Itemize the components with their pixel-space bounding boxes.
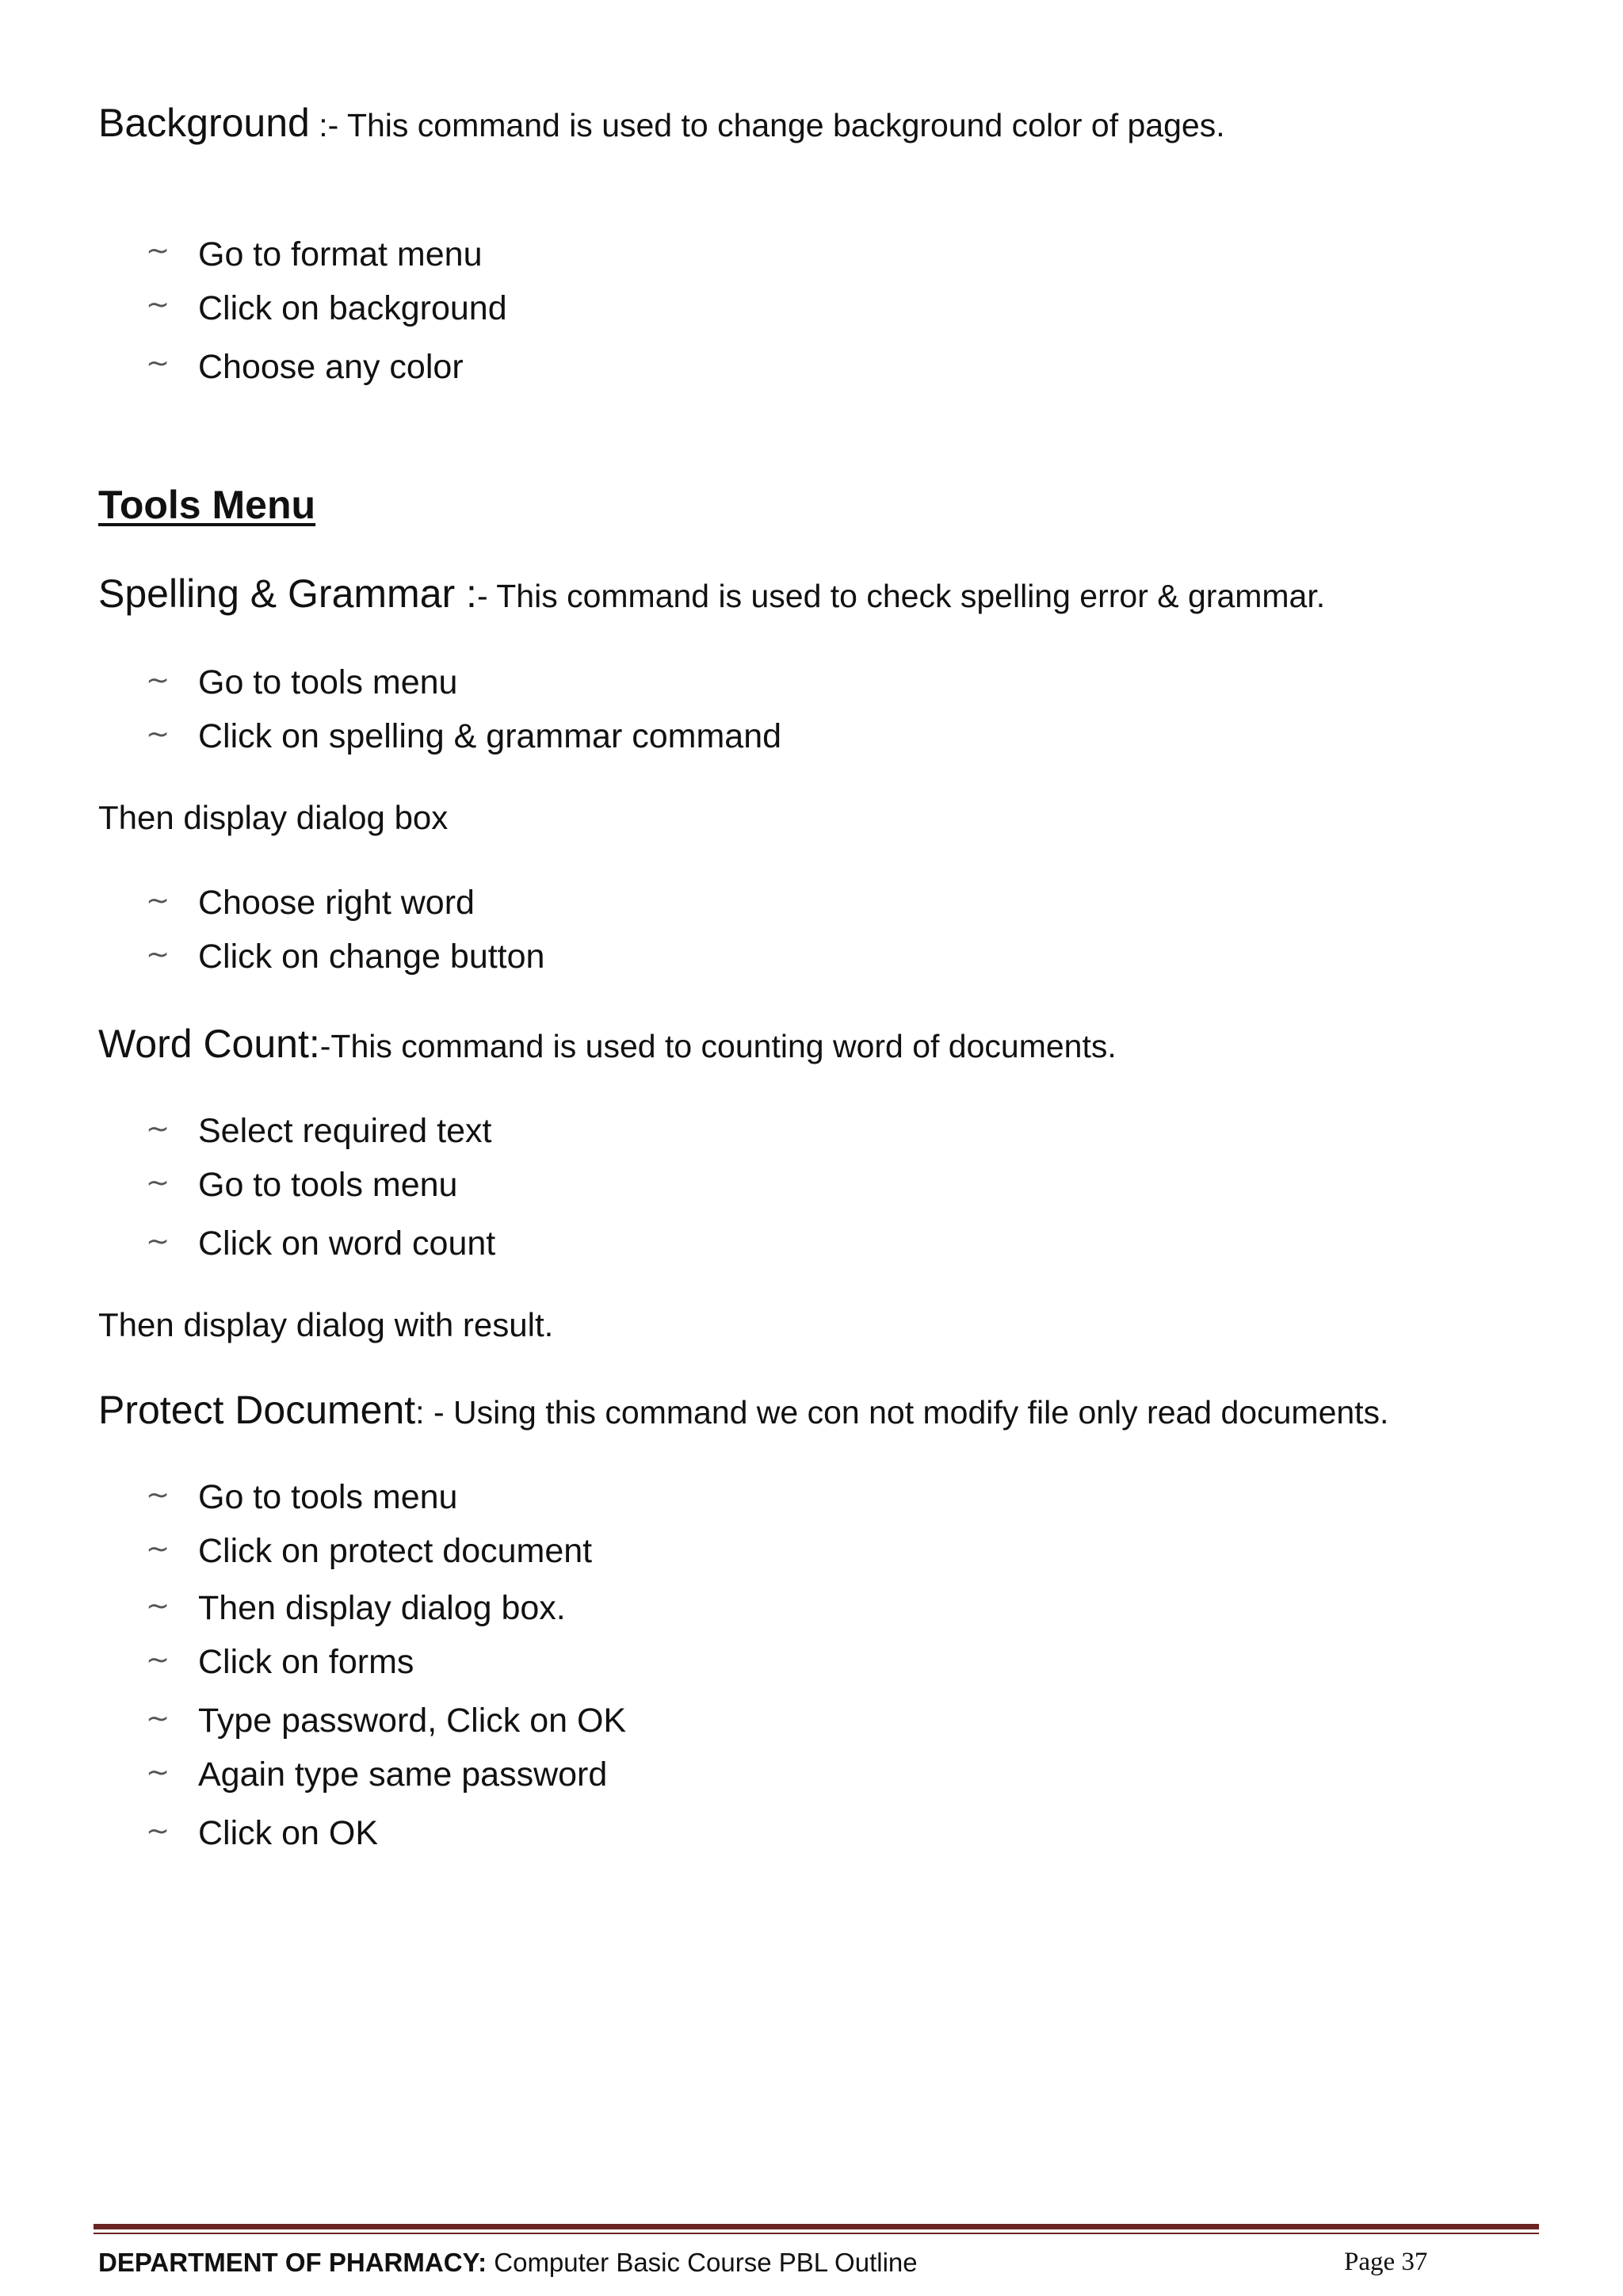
footer-course: Computer Basic Course PBL Outline [487, 2248, 918, 2277]
bullet-icon: ~ [146, 347, 170, 380]
list-item: Go to format menu [198, 235, 483, 273]
word-count-command-name: Word Count: [98, 1022, 320, 1066]
footer-department: DEPARTMENT OF PHARMACY: [98, 2248, 487, 2277]
bullet-icon: ~ [146, 1113, 170, 1145]
footer-rule-thin [94, 2233, 1539, 2234]
tools-menu-heading: Tools Menu [98, 483, 316, 527]
list-item: Go to tools menu [198, 1478, 458, 1516]
bullet-icon: ~ [146, 1225, 170, 1258]
list-item: Go to tools menu [198, 1166, 458, 1204]
background-command-name: Background [98, 101, 310, 145]
bullet-icon: ~ [146, 938, 170, 971]
spelling-command-name: Spelling & Grammar : [98, 571, 477, 616]
bullet-icon: ~ [146, 1479, 170, 1511]
word-count-command-line [98, 1021, 1117, 1067]
bullet-icon: ~ [146, 288, 170, 321]
bullet-icon: ~ [146, 718, 170, 751]
protect-command-line [98, 1387, 1388, 1433]
list-item: Click on forms [198, 1643, 414, 1681]
spelling-command-description: - This command is used to check spelling error & grammar. [476, 578, 1326, 614]
spelling-note: Then display dialog box [98, 799, 449, 836]
footer-department-line [98, 2248, 918, 2278]
bullet-icon: ~ [146, 1590, 170, 1622]
background-command-line [98, 100, 1225, 146]
list-item: Click on background [198, 289, 507, 327]
background-command-description: :- This command is used to change background color of pages. [309, 107, 1225, 143]
spelling-command-line [98, 571, 1325, 617]
bullet-icon: ~ [146, 664, 170, 697]
bullet-icon: ~ [146, 1756, 170, 1789]
list-item: Click on change button [198, 938, 545, 976]
protect-command-description: : - Using this command we con not modify file only read documents. [415, 1394, 1389, 1431]
word-count-command-description: -This command is used to counting word of documents. [319, 1028, 1117, 1064]
bullet-icon: ~ [146, 1644, 170, 1676]
bullet-icon: ~ [146, 884, 170, 917]
list-item: Go to tools menu [198, 663, 458, 701]
bullet-icon: ~ [146, 1815, 170, 1847]
list-item: Again type same password [198, 1755, 608, 1794]
footer-rule [94, 2224, 1539, 2229]
list-item: Choose right word [198, 884, 475, 922]
list-item: Select required text [198, 1112, 492, 1150]
bullet-icon: ~ [146, 1702, 170, 1735]
bullet-icon: ~ [146, 1167, 170, 1199]
bullet-icon: ~ [146, 1533, 170, 1565]
bullet-icon: ~ [146, 235, 170, 267]
protect-command-name: Protect Document [98, 1388, 416, 1432]
page-number: Page 37 [1344, 2248, 1428, 2276]
list-item: Click on spelling & grammar command [198, 717, 782, 755]
list-item: Click on OK [198, 1814, 379, 1852]
list-item: Click on protect document [198, 1532, 593, 1570]
list-item: Choose any color [198, 348, 464, 386]
list-item: Type password, Click on OK [198, 1702, 627, 1740]
word-count-note: Then display dialog with result. [98, 1306, 554, 1343]
list-item: Then display dialog box. [198, 1589, 566, 1627]
list-item: Click on word count [198, 1224, 496, 1263]
